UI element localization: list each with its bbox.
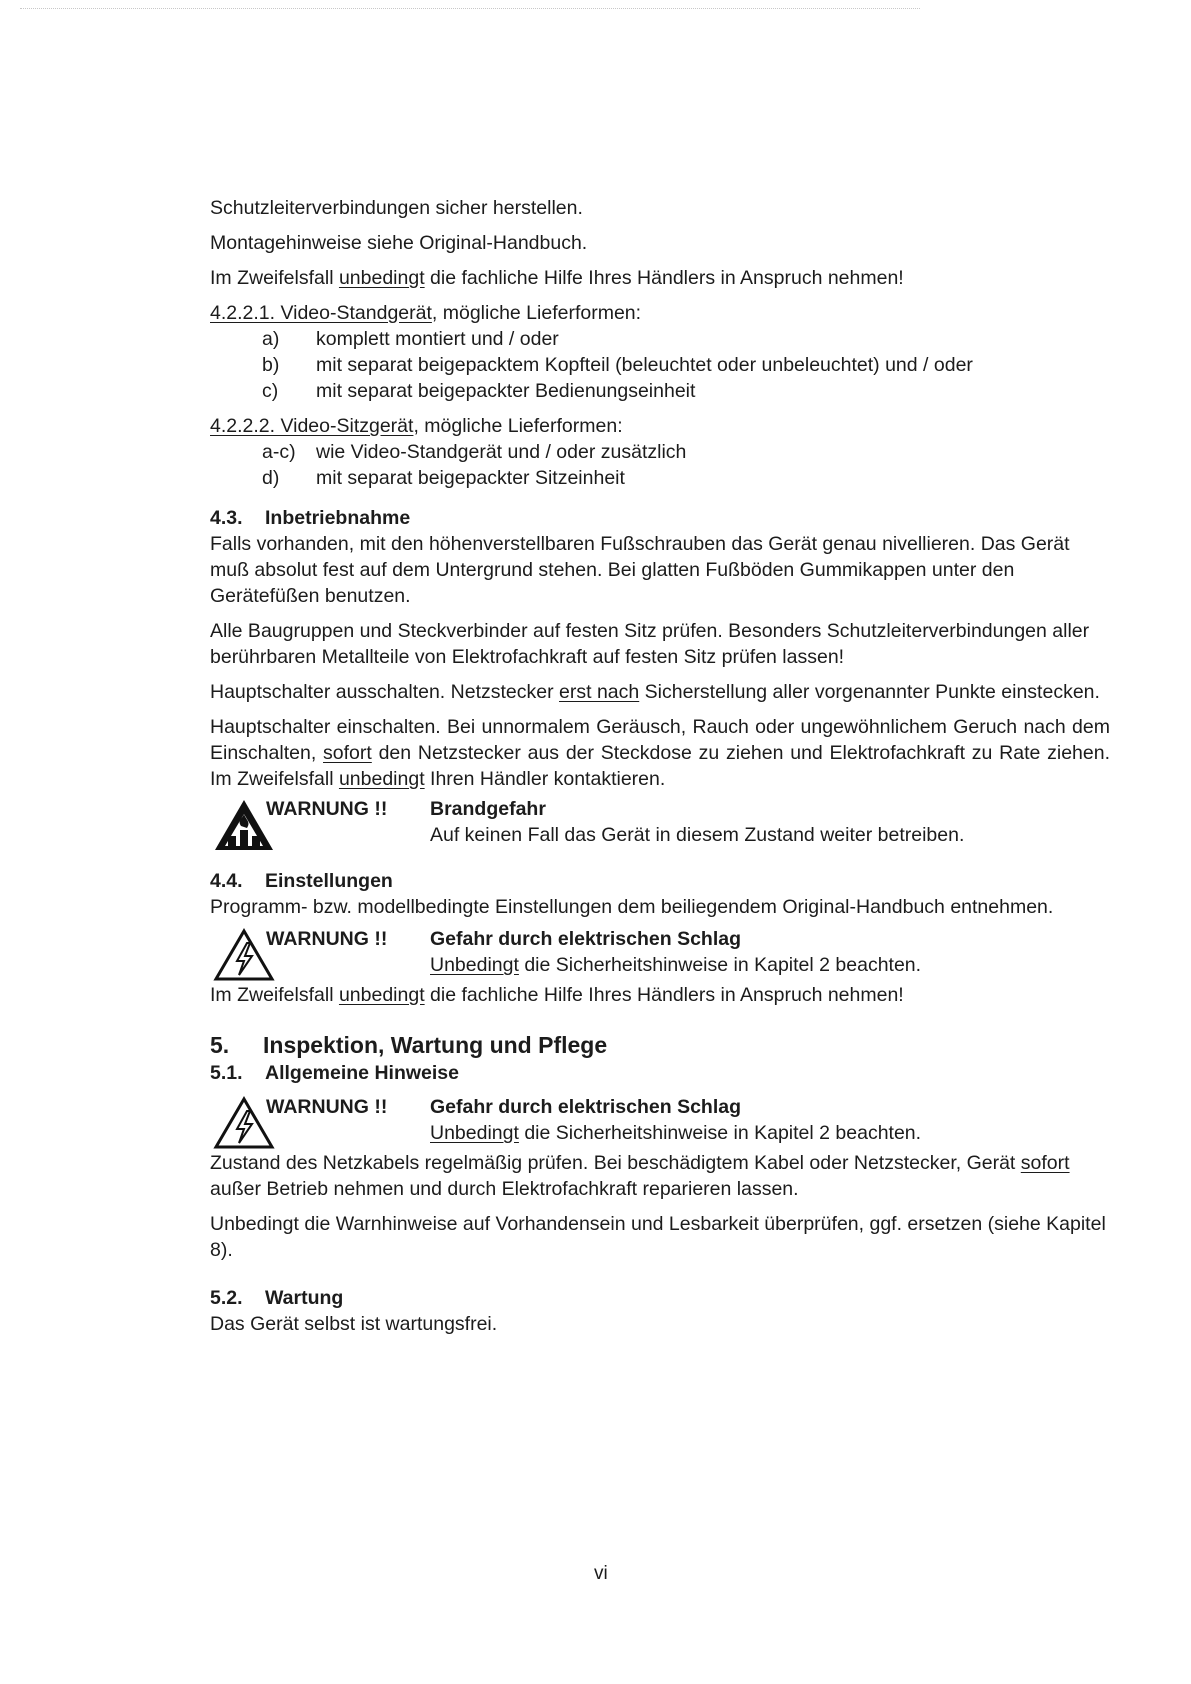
warning-text-emphasis: Unbedingt [430,1122,519,1144]
list-item-label: c) [262,380,279,402]
section-44-number: 4.4. [210,870,243,892]
warning-box-fire [210,796,1110,856]
warning-title: Brandgefahr [430,798,546,820]
warning-title: Gefahr durch elektrischen Schlag [430,1096,742,1118]
p1-emphasis: sofort [1020,1152,1070,1174]
scan-artifact-line [20,8,920,9]
section-44-heading [210,868,1110,894]
section-43-number: 4.3. [210,507,243,529]
warning-box-electric [210,1094,1110,1150]
warning-text-post: die Sicherheitshinweise in Kapitel 2 beachten. [518,1122,922,1144]
section-4222 [210,413,1110,491]
p3-post: Sicherstellung aller vorgenannter Punkte einstecken. [639,681,1100,703]
list-item-text: wie Video-Standgerät und / oder zusätzlich [316,441,687,463]
p4-post: Ihren Händler kontaktieren. [424,768,666,790]
warning-label: WARNUNG !! [266,798,388,820]
list-item-label: a-c) [262,441,296,463]
warning-label: WARNUNG !! [266,928,388,950]
list-item-text: mit separat beigepacktem Kopfteil (beleuchtet oder unbeleuchtet) und / oder [316,354,973,376]
list-item [210,465,1110,491]
p1-pre: Zustand des Netzkabels regelmäßig prüfen. Bei beschädigtem Kabel oder Netzstecker, Gerät [210,1152,1021,1174]
section-44-paragraph-1: Programm- bzw. modellbedingte Einstellungen dem beiliegendem Original-Handbuch entnehmen. [210,896,1054,918]
p4-emphasis-1: sofort [323,742,372,764]
warning-text [430,952,921,978]
section-51-paragraph-2: Unbedingt die Warnhinweise auf Vorhandensein und Lesbarkeit überprüfen, ggf. ersetzen (siehe Kapitel 8). [210,1213,1106,1261]
list-item-text: mit separat beigepackter Bedienungseinheit [316,380,696,402]
section-52-title: Wartung [265,1287,344,1309]
section-4222-title [210,413,1110,439]
chapter-5-title: Inspektion, Wartung und Pflege [263,1032,608,1058]
warning-text-post: die Sicherheitshinweise in Kapitel 2 beachten. [518,954,922,976]
section-43-paragraph-4 [210,714,1110,792]
p2-post: die fachliche Hilfe Ihres Händlers in Anspruch nehmen! [424,984,904,1006]
section-51-paragraph-1 [210,1150,1110,1202]
section-43-title: Inbetriebnahme [265,507,411,529]
warning-title: Gefahr durch elektrischen Schlag [430,928,742,950]
p2-pre: Im Zweifelsfall [210,984,339,1006]
list-item-text: mit separat beigepackter Sitzeinheit [316,467,625,489]
document-page [210,195,1110,1337]
p4-pre: Hauptschalter einschalten. Bei unnormalem Geräusch, Rauch oder ungewöhnlichem Geruch nach dem Einschalten, [210,716,1110,764]
p1-post: außer Betrieb nehmen und durch Elektrofachkraft reparieren lassen. [210,1178,799,1200]
p4-mid: den Netzstecker aus der Steckdose zu ziehen und Elektrofachkraft zu Rate ziehen. Im Zweifelsfall [210,742,1110,790]
warning-text: Auf keinen Fall das Gerät in diesem Zustand weiter betreiben. [430,824,965,846]
section-51 [210,1060,1110,1263]
list-item [210,378,1110,404]
section-4221-title-underlined: 4.2.2.1. Video-Standgerät [210,302,432,324]
section-43 [210,505,1110,856]
section-51-title: Allgemeine Hinweise [265,1062,459,1084]
section-4222-title-post: , mögliche Lieferformen: [413,415,623,437]
list-item-text: komplett montiert und / oder [316,328,559,350]
section-4221-title-post: , mögliche Lieferformen: [431,302,642,324]
intro-line-3-emphasis: unbedingt [338,267,425,289]
section-51-heading [210,1060,1110,1086]
list-item [210,439,1110,465]
chapter-5-heading [210,1030,1110,1060]
p4-emphasis-2: unbedingt [338,768,425,790]
chapter-5-number: 5. [210,1032,230,1058]
intro-line-1: Schutzleiterverbindungen sicher herstellen. [210,197,583,219]
section-52 [210,1285,1110,1337]
warning-text [430,1120,921,1146]
section-43-paragraph-3 [210,679,1110,705]
intro-line-2: Montagehinweise siehe Original-Handbuch. [210,232,588,254]
p2-emphasis: unbedingt [338,984,425,1006]
list-item [210,326,1110,352]
intro-line-3 [210,265,1110,291]
section-44-title: Einstellungen [265,870,393,892]
p3-emphasis: erst nach [559,681,640,703]
section-4221 [210,300,1110,404]
warning-label: WARNUNG !! [266,1096,388,1118]
section-43-paragraph-1: Falls vorhanden, mit den höhenverstellbaren Fußschrauben das Gerät genau nivellieren. Das Gerät muß absolut fest auf dem Untergrund stehen. Bei glatten Fußböden Gummikappen unter den Gerätefüßen benutzen. [210,533,1070,607]
list-item [210,352,1110,378]
section-4221-title [210,300,1110,326]
intro-line-3-pre: Im Zweifelsfall [210,267,339,289]
section-52-heading [210,1285,1110,1311]
intro-line-3-post: die fachliche Hilfe Ihres Händlers in Anspruch nehmen! [424,267,904,289]
section-4222-title-underlined: 4.2.2.2. Video-Sitzgerät [210,415,414,437]
warning-box-electric [210,926,1110,982]
section-44-paragraph-2 [210,982,1110,1008]
p3-pre: Hauptschalter ausschalten. Netzstecker [210,681,560,703]
section-44 [210,868,1110,1008]
list-item-label: b) [262,354,280,376]
warning-text-emphasis: Unbedingt [430,954,519,976]
page-number: vi [594,1563,608,1584]
section-43-heading [210,505,1110,531]
section-43-paragraph-2: Alle Baugruppen und Steckverbinder auf festen Sitz prüfen. Besonders Schutzleiterverbindungen aller berührbaren Metallteile von Elektrofachkraft auf festen Sitz prüfen lassen! [210,620,1090,668]
section-51-number: 5.1. [210,1062,243,1084]
list-item-label: d) [262,467,280,489]
section-52-number: 5.2. [210,1287,243,1309]
list-item-label: a) [262,328,280,350]
section-52-paragraph-1: Das Gerät selbst ist wartungsfrei. [210,1313,498,1335]
